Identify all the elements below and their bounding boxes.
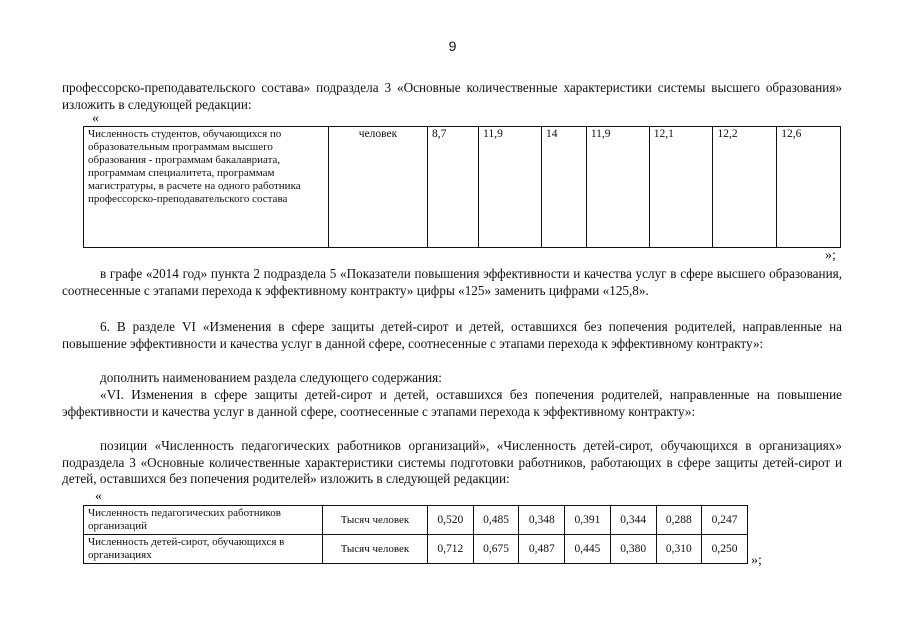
indicator-cell: Численность студентов, обучающихся по образовательным программам высшего образования - программам бакалавриата, программам специалитета, программам магистратуры, в расчете на одного работника профессорско-преподавательского состава [84, 127, 329, 248]
value-cell: 0,391 [565, 506, 611, 535]
quote-open-2: « [95, 489, 102, 504]
value-cell: 0,288 [656, 506, 702, 535]
value-cell: 0,485 [473, 506, 519, 535]
paragraph-section-6: 6. В разделе VI «Изменения в сфере защиты детей-сирот и детей, оставшихся без попечения родителей, направленные на повышение эффективности и качества услуг в данной сфере, соотнесенные с этапами перехода к эффективному контракту»: [62, 319, 842, 351]
page-number: 9 [448, 38, 457, 54]
table-row [84, 535, 748, 564]
value-cell: 0,250 [702, 535, 748, 564]
table-row [84, 506, 748, 535]
value-cell: 0,348 [519, 506, 565, 535]
table-row [84, 127, 841, 248]
value-cell: 11,9 [586, 127, 649, 248]
paragraph-section-title: «VI. Изменения в сфере защиты детей-сирот и детей, оставшихся без попечения родителей, направленные на повышение эффективности и качества услуг в данной сфере, соотнесенные с этапами перехода к эффективному контракту»: [62, 387, 842, 419]
value-cell: 0,247 [702, 506, 748, 535]
value-cell: 0,487 [519, 535, 565, 564]
table-students-per-staff [83, 126, 841, 248]
quote-close-1: »; [825, 248, 836, 263]
value-cell: 0,675 [473, 535, 519, 564]
value-cell: 0,445 [565, 535, 611, 564]
value-cell: 0,712 [428, 535, 474, 564]
value-cell: 0,344 [610, 506, 656, 535]
value-cell: 12,1 [649, 127, 713, 248]
paragraph-intro: профессорско-преподавательского состава» подраздела 3 «Основные количественные характеристики системы высшего образования» изложить в следующей редакции: [62, 80, 842, 112]
quote-open-1: « [92, 111, 99, 126]
value-cell: 12,2 [713, 127, 777, 248]
indicator-cell: Численность детей-сирот, обучающихся в организациях [84, 535, 323, 564]
indicator-cell: Численность педагогических работников организаций [84, 506, 323, 535]
value-cell: 0,310 [656, 535, 702, 564]
value-cell: 14 [541, 127, 586, 248]
value-cell: 0,520 [428, 506, 474, 535]
unit-cell: Тысяч человек [323, 535, 428, 564]
paragraph-2014-column: в графе «2014 год» пункта 2 подраздела 5 «Показатели повышения эффективности и качества услуг в сфере высшего образования, соотнесенные с этапами перехода к эффективному контракту» цифры «125» заменить цифрами «125,8». [62, 266, 842, 298]
paragraph-positions: позиции «Численность педагогических работников организаций», «Численность детей-сирот, обучающихся в организациях» подраздела 3 «Основные количественные характеристики системы подготовки работников, работающих в сфере защиты детей-сирот и детей, оставшихся без попечения родителей» изложить в следующей редакции: [62, 438, 842, 486]
value-cell: 0,380 [610, 535, 656, 564]
value-cell: 12,6 [777, 127, 841, 248]
unit-cell: Тысяч человек [323, 506, 428, 535]
unit-cell: человек [329, 127, 428, 248]
paragraph-add-title: дополнить наименованием раздела следующего содержания: [100, 370, 442, 385]
quote-close-2: »; [751, 553, 762, 568]
value-cell: 11,9 [479, 127, 542, 248]
value-cell: 8,7 [428, 127, 479, 248]
table-orphans-indicators [83, 505, 748, 564]
